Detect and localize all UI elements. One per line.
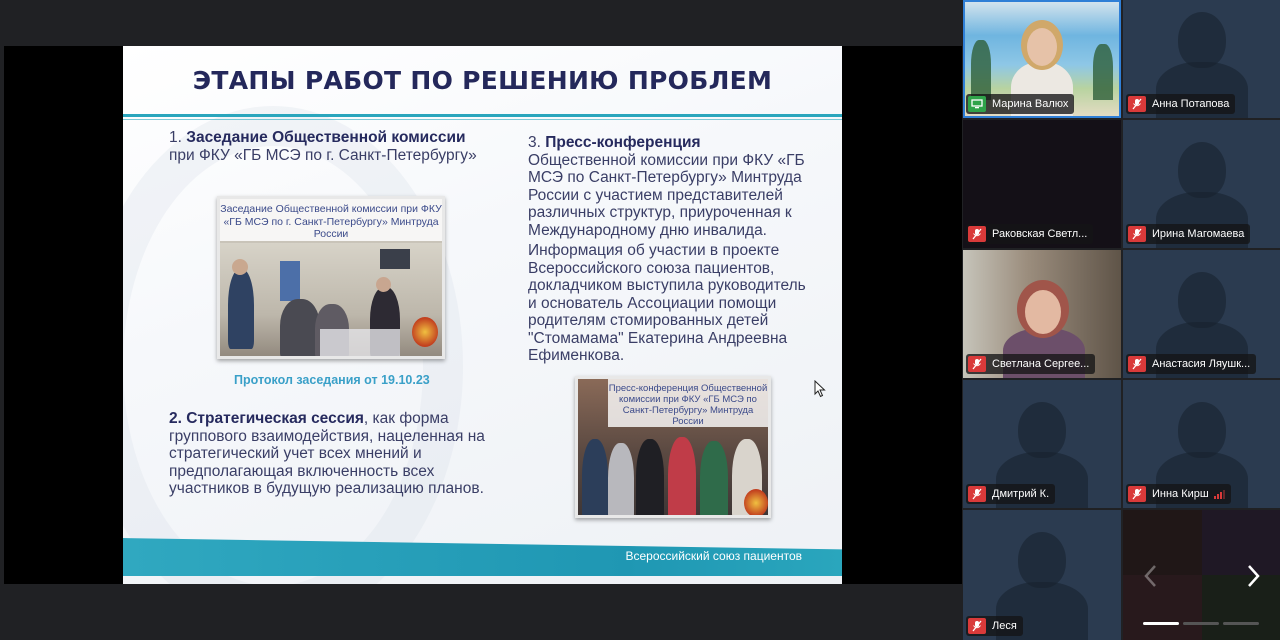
item3-heading: Пресс-конференция [545, 134, 701, 151]
photo2-person [700, 441, 728, 518]
page-indicator [1143, 622, 1259, 625]
weak-signal-icon [1214, 489, 1225, 499]
page-dot[interactable] [1183, 622, 1219, 625]
participant-tile-0[interactable] [963, 0, 1121, 118]
participant-name-tag [966, 94, 1074, 114]
photo2-caption: Пресс-конференция Общественной комиссии при ФКУ «ГБ МСЭ по Санкт-Петербургу» Минтруда России [608, 379, 768, 427]
mic-off-icon [968, 618, 986, 634]
slide-footer-text: Всероссийский союз пациентов [625, 549, 802, 563]
photo1-caption: Заседание Общественной комиссии при ФКУ «ГБ МСЭ по г. Санкт-Петербургу» Минтруда России [220, 199, 442, 241]
mic-off-icon [1128, 226, 1146, 242]
participant-tile-1[interactable] [1123, 0, 1280, 118]
page-dot[interactable] [1223, 622, 1259, 625]
avatar-placeholder-icon [1178, 272, 1226, 328]
participant-tile-7[interactable] [1123, 380, 1280, 508]
item3-text [528, 134, 828, 239]
participant-tile-8[interactable] [963, 510, 1121, 640]
avatar-placeholder-icon [1018, 402, 1066, 458]
participant-name-tag [1126, 484, 1231, 504]
screen-share-icon [968, 96, 986, 112]
title-underline-thin [123, 119, 842, 120]
photo1-person [280, 299, 320, 359]
photo1-person [228, 269, 254, 349]
participant-name: Леся [992, 620, 1017, 632]
mic-off-icon [1128, 486, 1146, 502]
item1-heading: Заседание Общественной комиссии [186, 129, 466, 146]
chevron-right-icon[interactable] [1240, 560, 1268, 592]
item2-body: , как форма группового взаимодействия, нацеленная на стратегический учет всех мнений и предполагающая включенность всех участников в будущую реализацию планов. [169, 410, 485, 497]
mic-off-icon [968, 226, 986, 242]
photo2-person [582, 439, 608, 518]
participant-name-tag [1126, 94, 1235, 114]
participant-face [1025, 290, 1061, 334]
photo2-emblem [744, 489, 768, 517]
palm-tree [1093, 44, 1113, 100]
slide-title: ЭТАПЫ РАБОТ ПО РЕШЕНИЮ ПРОБЛЕМ [192, 66, 773, 95]
photo1-frame [380, 249, 410, 269]
participant-tile-3[interactable] [1123, 120, 1280, 248]
participant-name-tag [966, 616, 1023, 636]
participant-tile-6[interactable] [963, 380, 1121, 508]
item2-heading: 2. Стратегическая сессия [169, 410, 364, 427]
avatar-placeholder-icon [1178, 142, 1226, 198]
avatar-placeholder-icon [1018, 532, 1066, 588]
chevron-left-icon [1136, 560, 1164, 592]
item3-number: 3. [528, 134, 546, 151]
participant-name: Инна Кирш [1152, 488, 1209, 500]
participant-name: Анастасия Ляушк... [1152, 358, 1251, 370]
participant-name-tag [1126, 224, 1250, 244]
mouse-cursor-icon [814, 380, 826, 398]
title-underline [123, 114, 842, 117]
participant-name-tag [966, 354, 1095, 374]
participant-tile-2[interactable] [963, 120, 1121, 248]
avatar-placeholder-icon [1178, 402, 1226, 458]
item1-number: 1. [169, 129, 187, 146]
participant-name: Дмитрий К. [992, 488, 1050, 500]
participant-name: Светлана Сергее... [992, 358, 1090, 370]
protocol-link: Протокол заседания от 19.10.23 [234, 373, 430, 387]
item3-info: Информация об участии в проекте Всероссийского союза пациентов, докладчиком выступила руководитель и основатель Ассоциации помощи родителям стомированных детей "Стомамама" Екатерина Андреевна Ефименкова. [528, 242, 806, 364]
item2-text [169, 410, 499, 498]
photo-commission-meeting [217, 196, 445, 359]
participant-face [1027, 28, 1057, 66]
participant-name-tag [966, 484, 1055, 504]
presentation-slide [123, 46, 842, 584]
photo-press-conference [575, 376, 771, 518]
participant-tile-4[interactable] [963, 250, 1121, 378]
mic-off-icon [968, 356, 986, 372]
photo1-emblem [412, 317, 438, 347]
photo1-head [376, 277, 391, 292]
page-dot-active[interactable] [1143, 622, 1179, 625]
item1-text [169, 129, 509, 164]
participant-name-tag [966, 224, 1093, 244]
photo2-person [636, 439, 664, 518]
photo1-table [320, 329, 400, 359]
avatar-placeholder-icon [1178, 12, 1226, 68]
palm-tree [971, 40, 991, 100]
participant-name: Анна Потапова [1152, 98, 1230, 110]
participant-name: Ирина Магомаева [1152, 228, 1245, 240]
mic-off-icon [968, 486, 986, 502]
participant-name-tag [1126, 354, 1256, 374]
participant-name: Раковская Светл... [992, 228, 1088, 240]
photo1-head [232, 259, 248, 275]
photo1-poster [280, 261, 300, 301]
photo2-person [668, 437, 696, 518]
participant-tile-5[interactable] [1123, 250, 1280, 378]
photo2-person [608, 443, 634, 518]
mic-off-icon [1128, 96, 1146, 112]
item3-body: Общественной комиссии при ФКУ «ГБ МСЭ по Санкт-Петербургу» Минтруда России с участием представителей различных структур, приуроченная к Международному дню инвалида. [528, 151, 805, 239]
participant-name: Марина Валюх [992, 98, 1069, 110]
mic-off-icon [1128, 356, 1146, 372]
item1-subtitle: при ФКУ «ГБ МСЭ по г. Санкт-Петербургу» [169, 146, 477, 164]
